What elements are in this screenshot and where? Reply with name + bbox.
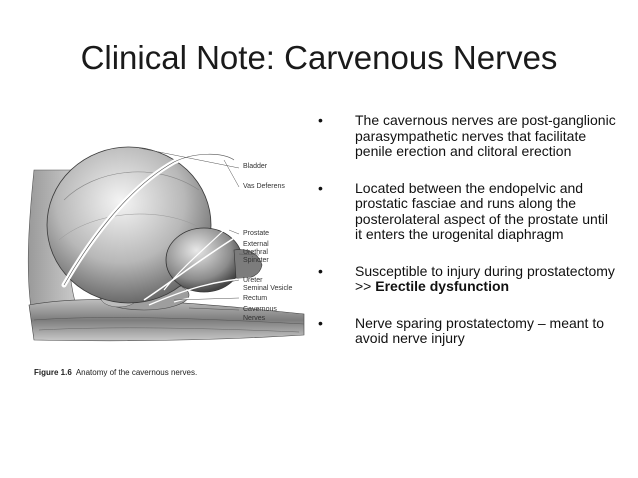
label-prostate: Prostate — [243, 230, 270, 237]
anatomy-figure — [24, 130, 314, 385]
slide-title: Clinical Note: Carvenous Nerves — [80, 39, 558, 76]
bullet-text: Nerve sparing prostatectomy – meant to avoid nerve injury — [355, 314, 605, 346]
bullet-text-bold: Erectile dysfunction — [375, 278, 510, 294]
bullet-marker: • — [318, 112, 323, 128]
bullet-marker: • — [318, 314, 323, 331]
bullet-item — [318, 113, 618, 160]
figure-caption — [34, 368, 197, 377]
bullet-item — [318, 264, 618, 295]
label-vas-deferens: Vas Deferens — [243, 183, 285, 190]
caption-label: Figure 1.6 — [34, 368, 72, 377]
bullet-text: Susceptible to injury during prostatectomy >> — [355, 262, 615, 294]
label-seminal-vesicle: Seminal Vesicle — [243, 285, 293, 292]
label-external: External — [243, 241, 269, 248]
label-urethral: Urethral — [243, 249, 268, 256]
anatomy-illustration — [24, 130, 314, 370]
bullet-item — [318, 181, 618, 243]
bullet-item — [318, 316, 618, 347]
bullet-text: The cavernous nerves are post-ganglionic parasympathetic nerves that facilitate penile erection and clitoral erection — [355, 112, 616, 159]
label-bladder: Bladder — [243, 163, 268, 170]
bullet-marker: • — [318, 262, 323, 279]
bullet-marker: • — [318, 179, 323, 196]
bullet-list — [318, 113, 618, 347]
label-rectum: Rectum — [243, 295, 268, 302]
bullet-text: Located between the endopelvic and prostatic fasciae and runs along the posterolateral aspect of the prostate until it enters the urogenital diaphragm — [355, 179, 608, 242]
label-spincter: Spincter — [243, 257, 269, 264]
label-ureter: Ureter — [243, 277, 263, 284]
label-cavernous: Cavernous — [243, 306, 277, 313]
label-nerves: Nerves — [243, 315, 266, 322]
caption-text: Anatomy of the cavernous nerves. — [75, 368, 198, 377]
